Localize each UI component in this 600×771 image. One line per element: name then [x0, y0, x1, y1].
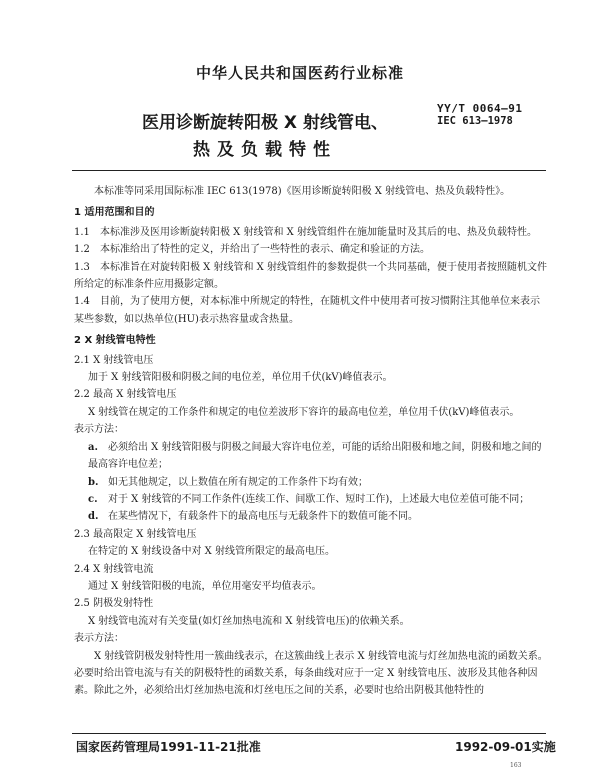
- clause-2-1-text: 加于 X 射线管阳极和阴极之间的电位差，单位用千伏(kV)峰值表示。: [88, 372, 393, 384]
- clause-2-5-title: 2.5 阴极发射特性: [74, 598, 154, 610]
- clause-1-2: [74, 241, 548, 258]
- top-rule: [72, 170, 546, 171]
- list-label: d.: [88, 511, 99, 523]
- list-item-c: [74, 491, 548, 508]
- standard-title-line2: 热及负载特性: [193, 140, 337, 160]
- section-2-heading: 2 X 射线管电特性: [74, 335, 156, 347]
- list-label: c.: [88, 493, 98, 505]
- standard-code: YY/T 0064—91: [437, 102, 523, 115]
- clause-1-4: [74, 293, 548, 328]
- clause-1-3: [74, 259, 548, 294]
- clause-2-2-title: 2.2 最高 X 射线管电压: [74, 389, 177, 401]
- iec-code: IEC 613—1978: [437, 115, 513, 127]
- list-item-b: [74, 474, 548, 491]
- clause-text: 本标准给出了特性的定义，并给出了一些特性的表示、确定和验证的方法。: [100, 244, 430, 256]
- clause-2-5-text: X 射线管电流对有关变量(如灯丝加热电流和 X 射线管电压)的依赖关系。: [88, 615, 410, 627]
- clause-text: 本标准涉及医用诊断旋转阳极 X 射线管和 X 射线管组件在施加能量时及其后的电、热及负载特性。: [100, 226, 537, 238]
- list-item-d: [74, 508, 548, 525]
- list-text: 如无其他规定，以上数值在所有规定的工作条件下均有效；: [108, 476, 368, 488]
- implementation-date: 1992-09-01实施: [455, 740, 556, 754]
- section-1-heading: 1 适用范围和目的: [74, 207, 155, 219]
- standard-title-line1: 医用诊断旋转阳极 X 射线管电、: [142, 113, 388, 133]
- last-paragraph: X 射线管阴极发射特性用一簇曲线表示，在这簇曲线上表示 X 射线管电流与灯丝加热电流的函数关系。必要时给出管电流与有关的阴极特性的函数关系，每条曲线对应于一定 X 射线管电压、波形及其他各种因素。除此之外，必须给出灯丝加热电流和灯丝电压之间的关系，必要时也给出阴极其他特性的: [74, 650, 548, 697]
- clause-number: 1.4: [74, 296, 90, 308]
- clause-2-1-title: 2.1 X 射线管电压: [74, 354, 154, 366]
- clause-number: 1.3: [74, 261, 90, 273]
- clause-2-3-title: 2.3 最高限定 X 射线管电压: [74, 528, 197, 540]
- clause-number: 1.1: [74, 226, 90, 238]
- clause-2-4-text: 通过 X 射线管阳极的电流，单位用毫安平均值表示。: [88, 580, 322, 592]
- approval-text: 国家医药管理局1991-11-21批准: [76, 740, 261, 754]
- clause-2-3-text: 在特定的 X 射线设备中对 X 射线管所限定的最高电压。: [88, 546, 335, 558]
- method-label: 表示方法：: [74, 424, 124, 436]
- list-label: a.: [88, 441, 98, 453]
- clause-2-4-title: 2.4 X 射线管电流: [74, 563, 154, 575]
- intro-paragraph: 本标准等同采用国际标准 IEC 613(1978)《医用诊断旋转阳极 X 射线管电、热及负载特性》。: [94, 186, 511, 197]
- clause-number: 1.2: [74, 244, 90, 256]
- list-text: 必须给出 X 射线管阳极与阴极之间最大容许电位差，可能的话给出阳极和地之间，阴极和地之间的最高容许电位差；: [88, 441, 542, 471]
- method-label-2: 表示方法：: [74, 633, 124, 645]
- page-number: 163: [510, 762, 522, 769]
- list-item-a: [74, 439, 548, 474]
- list-label: b.: [88, 476, 99, 488]
- bottom-rule: [72, 733, 546, 734]
- list-text: 在某些情况下，有载条件下的最高电压与无载条件下的数值可能不同。: [108, 511, 418, 523]
- clause-2-2-text: X 射线管在规定的工作条件和规定的电位差波形下容许的最高电位差，单位用千伏(kV)峰值表示。: [88, 406, 520, 418]
- clause-1-1: [74, 224, 548, 241]
- org-title: 中华人民共和国医药行业标准: [195, 64, 404, 82]
- list-text: 对于 X 射线管的不同工作条件(连续工作、间歇工作、短时工作)，上述最大电位差值可能不同；: [108, 493, 530, 505]
- clause-text: 本标准旨在对旋转阳极 X 射线管和 X 射线管组件的参数提供一个共同基础，便于使用者按照随机文件所给定的标准条件应用摄影定额。: [74, 261, 547, 291]
- document-body: [74, 183, 548, 700]
- clause-text: 目前，为了使用方便，对本标准中所规定的特性，在随机文件中使用者可按习惯附注其他单位来表示某些参数，如以热单位(HU)表示热容量或含热量。: [74, 296, 540, 325]
